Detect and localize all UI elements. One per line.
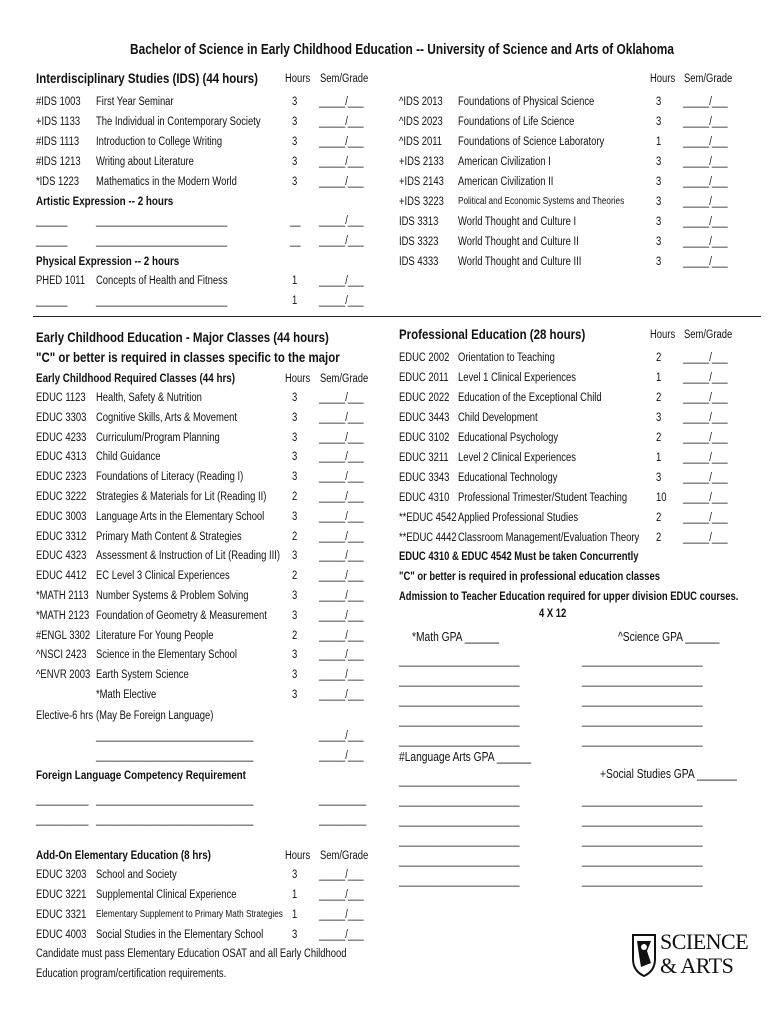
ece-grade-field[interactable]: _____/___ — [319, 570, 364, 583]
ids-right-course-hours: 3 — [656, 216, 662, 228]
prof-heading: Professional Education (28 hours) — [399, 326, 586, 342]
prof-grade-field[interactable]: _____/___ — [683, 452, 728, 464]
addon-course-code: EDUC 3321 — [36, 909, 87, 921]
gpa-course-line[interactable]: _______________________ — [582, 875, 703, 887]
gpa-course-line[interactable]: _______________________ — [399, 715, 520, 727]
ece-grade-field[interactable]: _____/___ — [319, 649, 364, 662]
gpa-course-line[interactable]: _______________________ — [399, 795, 520, 807]
ece-course-name: *Math Elective — [96, 689, 157, 701]
elective-line[interactable]: ______________________________ — [96, 730, 254, 742]
ids-course-hours: 3 — [292, 176, 298, 188]
hours-header: Hours — [650, 73, 676, 85]
addon-course-code: EDUC 3203 — [36, 869, 87, 881]
ids-course-hours: 3 — [292, 136, 298, 148]
elective-note: (May Be Foreign Language) — [96, 710, 214, 722]
gpa-course-line[interactable]: _______________________ — [399, 775, 520, 787]
artistic-grade-field[interactable]: _____/___ — [319, 215, 364, 227]
addon-course-code: EDUC 4003 — [36, 929, 87, 941]
ece-course-hours: 3 — [292, 609, 298, 622]
ids-course-name: Mathematics in the Modern World — [96, 176, 237, 188]
prof-grade-field[interactable]: _____/___ — [683, 412, 728, 424]
ece-course-code: *MATH 2123 — [36, 609, 90, 622]
ece-course-hours: 3 — [292, 451, 298, 464]
ece-course-code: EDUC 3312 — [36, 530, 87, 543]
ids-right-course-code: +IDS 2143 — [399, 176, 444, 188]
addon-course-hours: 3 — [292, 869, 298, 881]
ids-right-grade-field[interactable]: _____/___ — [683, 136, 728, 148]
prof-course-code: **EDUC 4442 — [399, 532, 457, 544]
addon-course-hours: 1 — [292, 889, 298, 901]
ece-course-name: Curriculum/Program Planning — [96, 431, 220, 444]
addon-grade-field[interactable]: _____/___ — [319, 929, 364, 941]
prof-note: EDUC 4310 & EDUC 4542 Must be taken Concurrently — [399, 551, 639, 563]
ece-course-name: Assessment & Instruction of Lit (Reading III) — [96, 550, 280, 563]
science-gpa[interactable]: ^Science GPA ______ — [618, 630, 720, 644]
ids-right-course-hours: 3 — [656, 156, 662, 168]
addon-grade-field[interactable]: _____/___ — [319, 909, 364, 921]
ids-right-course-name: Political and Economic Systems and Theories — [458, 196, 625, 207]
ece-course-code: EDUC 4323 — [36, 550, 87, 563]
physical-course-hours: 1 — [292, 295, 298, 307]
gpa-course-line[interactable]: _______________________ — [582, 855, 703, 867]
ece-grade-field[interactable]: _____/___ — [319, 510, 364, 523]
ids-right-course-code: ^IDS 2011 — [399, 136, 443, 148]
sem-grade-header: Sem/Grade — [320, 73, 369, 85]
prof-course-code: EDUC 3443 — [399, 412, 450, 424]
artistic-course-name[interactable]: _________________________ — [96, 215, 228, 227]
ids-right-course-code: ^IDS 2013 — [399, 96, 443, 108]
prof-grade-field[interactable]: _____/___ — [683, 472, 728, 484]
gpa-course-line[interactable]: _______________________ — [582, 735, 703, 747]
ids-grade-field[interactable]: _____/___ — [319, 96, 364, 108]
ece-course-name: Foundation of Geometry & Measurement — [96, 609, 267, 622]
ece-grade-field[interactable]: _____/___ — [319, 530, 364, 543]
ece-heading: Early Childhood Education - Major Classes (44 hours) — [36, 329, 329, 345]
artistic-course-name[interactable]: _________________________ — [96, 235, 228, 247]
addon-course-name: Social Studies in the Elementary School — [96, 929, 264, 941]
hours-header: Hours — [285, 73, 311, 85]
prof-course-code: EDUC 2002 — [399, 352, 450, 364]
ids-right-grade-field[interactable]: _____/___ — [683, 196, 728, 208]
addon-course-name: Elementary Supplement to Primary Math Strategies — [96, 909, 283, 920]
ece-course-code: EDUC 3003 — [36, 510, 87, 523]
ece-course-hours: 2 — [292, 570, 298, 583]
prof-course-name: Professional Trimester/Student Teaching — [458, 492, 628, 504]
logo-text-science: SCIENCE — [660, 929, 749, 954]
prof-course-hours: 2 — [656, 432, 662, 444]
ece-course-hours: 3 — [292, 431, 298, 444]
prof-course-code: EDUC 3343 — [399, 472, 450, 484]
ece-subheading: "C" or better is required in classes specific to the major — [36, 349, 340, 365]
prof-grade-field[interactable]: _____/___ — [683, 492, 728, 504]
ids-right-course-name: World Thought and Culture III — [458, 256, 582, 268]
prof-note: "C" or better is required in professional education classes — [399, 571, 661, 583]
ids-right-course-name: American Civilization I — [458, 156, 551, 168]
hours-header: Hours — [285, 850, 311, 862]
language-gpa[interactable]: #Language Arts GPA ______ — [399, 750, 532, 764]
ece-grade-field[interactable]: _____/___ — [319, 431, 364, 444]
addon-course-hours: 1 — [292, 909, 298, 921]
ece-course-code: EDUC 3222 — [36, 491, 87, 503]
ece-course-name: Primary Math Content & Strategies — [96, 530, 242, 543]
elective-grade[interactable]: _____/___ — [319, 730, 364, 742]
gpa-course-line[interactable]: _______________________ — [399, 675, 520, 687]
hours-header: Hours — [285, 373, 311, 385]
ids-course-hours: 3 — [292, 156, 298, 168]
ece-course-code: ^NSCI 2423 — [36, 649, 87, 662]
ids-right-course-name: Foundations of Life Science — [458, 116, 575, 128]
ece-grade-field[interactable]: _____/___ — [319, 411, 364, 424]
ids-right-course-code: +IDS 2133 — [399, 156, 444, 168]
addon-course-name: Supplemental Clinical Experience — [96, 889, 237, 901]
ece-course-hours: 2 — [292, 629, 298, 642]
ece-course-name: Earth System Science — [96, 669, 189, 682]
foreign-name-line[interactable]: ______________________________ — [96, 814, 254, 826]
ids-course-name: The Individual in Contemporary Society — [96, 116, 261, 128]
ece-course-code: ^ENVR 2003 — [36, 669, 91, 682]
ece-course-name: EC Level 3 Clinical Experiences — [96, 570, 230, 583]
ids-right-course-name: American Civilization II — [458, 176, 554, 188]
ece-course-code: #ENGL 3302 — [36, 629, 91, 642]
ids-right-course-code: IDS 3323 — [399, 236, 439, 248]
physical-course-code: PHED 1011 — [36, 275, 86, 287]
ece-course-hours: 3 — [292, 669, 298, 682]
ids-right-course-code: IDS 3313 — [399, 216, 439, 228]
artistic-course-code[interactable]: ______ — [36, 215, 68, 227]
prof-course-hours: 1 — [656, 452, 662, 464]
gpa-course-line[interactable]: _______________________ — [582, 795, 703, 807]
foreign-code-line[interactable]: __________ — [36, 794, 89, 806]
ece-course-name: Literature For Young People — [96, 629, 214, 642]
sem-grade-header: Sem/Grade — [684, 73, 733, 85]
prof-course-hours: 3 — [656, 412, 662, 424]
ids-right-course-hours: 3 — [656, 196, 662, 208]
ids-right-course-hours: 1 — [656, 136, 662, 148]
addon-grade-field[interactable]: _____/___ — [319, 889, 364, 901]
addon-course-name: School and Society — [96, 869, 177, 881]
ids-right-course-code: ^IDS 2023 — [399, 116, 443, 128]
ids-right-course-code: IDS 4333 — [399, 256, 439, 268]
ece-course-hours: 2 — [292, 530, 298, 543]
ids-heading: Interdisciplinary Studies (IDS) (44 hours) — [36, 70, 258, 86]
prof-course-hours: 2 — [656, 532, 662, 544]
ece-course-hours: 3 — [292, 649, 298, 662]
prof-course-name: Educational Technology — [458, 472, 558, 484]
ids-right-course-hours: 3 — [656, 116, 662, 128]
gpa-course-line[interactable]: _______________________ — [582, 815, 703, 827]
ece-course-name: Health, Safety & Nutrition — [96, 392, 202, 404]
physical-course-hours: 1 — [292, 275, 298, 287]
ece-grade-field[interactable]: _____/___ — [319, 669, 364, 682]
social-gpa[interactable]: +Social Studies GPA _______ — [600, 767, 737, 781]
addon-note: Education program/certification requirements. — [36, 968, 227, 980]
prof-course-name: Level 1 Clinical Experiences — [458, 372, 576, 384]
gpa-course-line[interactable]: _______________________ — [399, 735, 520, 747]
ece-grade-field[interactable]: _____/___ — [319, 629, 364, 642]
gpa-course-line[interactable]: _______________________ — [582, 675, 703, 687]
elective-grade[interactable]: _____/___ — [319, 750, 364, 762]
artistic-course-hours[interactable]: __ — [290, 215, 301, 227]
prof-course-hours: 2 — [656, 512, 662, 524]
ids-right-grade-field[interactable]: _____/___ — [683, 116, 728, 128]
ids-right-course-hours: 3 — [656, 96, 662, 108]
prof-course-code: **EDUC 4542 — [399, 512, 457, 524]
gpa-course-line[interactable]: _______________________ — [582, 715, 703, 727]
ece-grade-field[interactable]: _____/___ — [319, 609, 364, 622]
ece-course-hours: 3 — [292, 590, 298, 602]
gpa-course-line[interactable]: _______________________ — [399, 815, 520, 827]
logo-text-arts: & ARTS — [660, 953, 734, 978]
ece-course-hours: 3 — [292, 550, 298, 563]
ids-right-grade-field[interactable]: _____/___ — [683, 216, 728, 228]
prof-grade-field[interactable]: _____/___ — [683, 432, 728, 444]
ids-course-code: #IDS 1003 — [36, 96, 81, 108]
prof-grade-field[interactable]: _____/___ — [683, 532, 728, 544]
prof-course-name: Educational Psychology — [458, 432, 559, 444]
hours-header: Hours — [650, 329, 676, 341]
ids-course-code: +IDS 1133 — [36, 116, 81, 128]
ids-grade-field[interactable]: _____/___ — [319, 156, 364, 168]
sem-grade-header: Sem/Grade — [684, 329, 733, 341]
ece-course-name: Strategies & Materials for Lit (Reading II) — [96, 491, 267, 503]
ece-course-hours: 3 — [292, 392, 298, 404]
prof-course-name: Orientation to Teaching — [458, 352, 555, 364]
physical-course-code[interactable]: ______ — [36, 295, 68, 307]
ece-course-code: EDUC 4233 — [36, 431, 87, 444]
prof-course-name: Classroom Management/Evaluation Theory — [458, 532, 640, 544]
gpa-course-line[interactable]: _______________________ — [399, 835, 520, 847]
prof-course-hours: 10 — [656, 492, 667, 504]
ece-course-name: Cognitive Skills, Arts & Movement — [96, 411, 237, 424]
prof-course-hours: 2 — [656, 392, 662, 404]
physical-grade-field[interactable]: _____/___ — [319, 275, 364, 287]
ece-grade-field[interactable]: _____/___ — [319, 392, 364, 404]
physical-course-name: Concepts of Health and Fitness — [96, 275, 228, 287]
prof-grade-field[interactable]: _____/___ — [683, 372, 728, 384]
page-title: Bachelor of Science in Early Childhood Education -- University of Science and Arts of Oklahoma — [130, 42, 674, 58]
elective-line[interactable]: ______________________________ — [96, 750, 254, 762]
sem-grade-header: Sem/Grade — [320, 373, 369, 385]
prof-course-name: Education of the Exceptional Child — [458, 392, 602, 404]
prof-course-hours: 1 — [656, 372, 662, 384]
ece-course-hours: 3 — [292, 689, 298, 701]
ece-course-name: Science in the Elementary School — [96, 649, 238, 662]
prof-course-code: EDUC 3102 — [399, 432, 450, 444]
ece-course-code: EDUC 4313 — [36, 451, 87, 464]
gpa-course-line[interactable]: _______________________ — [399, 655, 520, 667]
ids-right-course-code: +IDS 3223 — [399, 196, 444, 208]
ids-right-grade-field[interactable]: _____/___ — [683, 256, 728, 268]
ece-course-name: Number Systems & Problem Solving — [96, 590, 249, 602]
ids-course-name: Introduction to College Writing — [96, 136, 223, 148]
prof-course-code: EDUC 4310 — [399, 492, 450, 504]
ece-grade-field[interactable]: _____/___ — [319, 471, 364, 484]
physical-heading: Physical Expression -- 2 hours — [36, 254, 180, 268]
university-logo — [630, 930, 762, 980]
ece-course-code: EDUC 2323 — [36, 471, 87, 484]
gpa-course-line[interactable]: _______________________ — [582, 695, 703, 707]
artistic-course-hours[interactable]: __ — [290, 235, 301, 247]
prof-grade-field[interactable]: _____/___ — [683, 352, 728, 364]
ids-right-grade-field[interactable]: _____/___ — [683, 176, 728, 188]
gpa-course-line[interactable]: _______________________ — [582, 835, 703, 847]
ece-course-hours: 2 — [292, 491, 298, 503]
prof-course-code: EDUC 2022 — [399, 392, 450, 404]
ece-course-code: EDUC 1123 — [36, 392, 86, 404]
prof-course-hours: 2 — [656, 352, 662, 364]
ids-grade-field[interactable]: _____/___ — [319, 176, 364, 188]
ids-course-hours: 3 — [292, 96, 298, 108]
ids-right-grade-field[interactable]: _____/___ — [683, 156, 728, 168]
ids-course-code: *IDS 1223 — [36, 176, 79, 188]
ids-course-code: #IDS 1113 — [36, 136, 80, 148]
ids-right-grade-field[interactable]: _____/___ — [683, 236, 728, 248]
addon-course-hours: 3 — [292, 929, 298, 941]
foreign-grade-line[interactable]: _________ — [319, 814, 367, 826]
elective-label: Elective-6 hrs — [36, 710, 94, 722]
addon-note: Candidate must pass Elementary Education OSAT and all Early Childhood — [36, 948, 347, 960]
physical-grade-field[interactable]: _____/___ — [319, 295, 364, 307]
ece-course-code: *MATH 2113 — [36, 590, 89, 602]
ids-right-course-name: World Thought and Culture II — [458, 236, 579, 248]
physical-course-name[interactable]: _________________________ — [96, 295, 228, 307]
ece-grade-field[interactable]: _____/___ — [319, 590, 364, 602]
prof-note: Admission to Teacher Education required for upper division EDUC courses. — [399, 591, 739, 603]
ids-right-course-name: Foundations of Science Laboratory — [458, 136, 605, 148]
prof-course-code: EDUC 3211 — [399, 452, 449, 464]
ids-course-name: Writing about Literature — [96, 156, 194, 168]
artistic-grade-field[interactable]: _____/___ — [319, 235, 364, 247]
ece-grade-field[interactable]: _____/___ — [319, 491, 364, 503]
addon-grade-field[interactable]: _____/___ — [319, 869, 364, 881]
ids-right-grade-field[interactable]: _____/___ — [683, 96, 728, 108]
ids-right-course-hours: 3 — [656, 236, 662, 248]
ece-course-hours: 3 — [292, 510, 298, 523]
ids-grade-field[interactable]: _____/___ — [319, 116, 364, 128]
ece-grade-field[interactable]: _____/___ — [319, 550, 364, 563]
prof-course-name: Applied Professional Studies — [458, 512, 579, 524]
ece-course-name: Foundations of Literacy (Reading I) — [96, 471, 244, 484]
ids-course-hours: 3 — [292, 116, 298, 128]
foreign-grade-line[interactable]: _________ — [319, 794, 367, 806]
gpa-course-line[interactable]: _______________________ — [582, 655, 703, 667]
math-gpa[interactable]: *Math GPA ______ — [412, 630, 499, 644]
artistic-heading: Artistic Expression -- 2 hours — [36, 194, 174, 208]
foreign-name-line[interactable]: ______________________________ — [96, 794, 254, 806]
sem-grade-header: Sem/Grade — [320, 850, 369, 862]
gpa-course-line[interactable]: _______________________ — [399, 875, 520, 887]
ece-course-name: Child Guidance — [96, 451, 161, 464]
gpa-course-line[interactable]: _______________________ — [399, 855, 520, 867]
artistic-course-code[interactable]: ______ — [36, 235, 68, 247]
prof-course-name: Level 2 Clinical Experiences — [458, 452, 576, 464]
ids-right-course-hours: 3 — [656, 176, 662, 188]
ece-grade-field[interactable]: _____/___ — [319, 689, 364, 701]
ece-course-code: EDUC 3303 — [36, 411, 87, 424]
ids-course-name: First Year Seminar — [96, 96, 174, 108]
prof-grade-field[interactable]: _____/___ — [683, 512, 728, 524]
ece-course-hours: 3 — [292, 471, 298, 484]
ids-right-course-name: World Thought and Culture I — [458, 216, 577, 228]
foreign-code-line[interactable]: __________ — [36, 814, 89, 826]
ids-right-course-hours: 3 — [656, 256, 662, 268]
foreign-heading: Foreign Language Competency Requirement — [36, 768, 246, 782]
ece-required-heading: Early Childhood Required Classes (44 hrs) — [36, 371, 236, 385]
ece-grade-field[interactable]: _____/___ — [319, 451, 364, 464]
ids-grade-field[interactable]: _____/___ — [319, 136, 364, 148]
prof-note: 4 X 12 — [539, 608, 567, 620]
addon-heading: Add-On Elementary Education (8 hrs) — [36, 848, 211, 862]
prof-course-code: EDUC 2011 — [399, 372, 449, 384]
ids-right-course-name: Foundations of Physical Science — [458, 96, 595, 108]
prof-course-hours: 3 — [656, 472, 662, 484]
ece-course-name: Language Arts in the Elementary School — [96, 510, 265, 523]
addon-course-code: EDUC 3221 — [36, 889, 87, 901]
ece-course-code: EDUC 4412 — [36, 570, 87, 583]
prof-grade-field[interactable]: _____/___ — [683, 392, 728, 404]
prof-course-name: Child Development — [458, 412, 538, 424]
gpa-course-line[interactable]: _______________________ — [399, 695, 520, 707]
shield-icon — [630, 933, 658, 977]
ece-course-hours: 3 — [292, 411, 298, 424]
ids-course-code: #IDS 1213 — [36, 156, 81, 168]
